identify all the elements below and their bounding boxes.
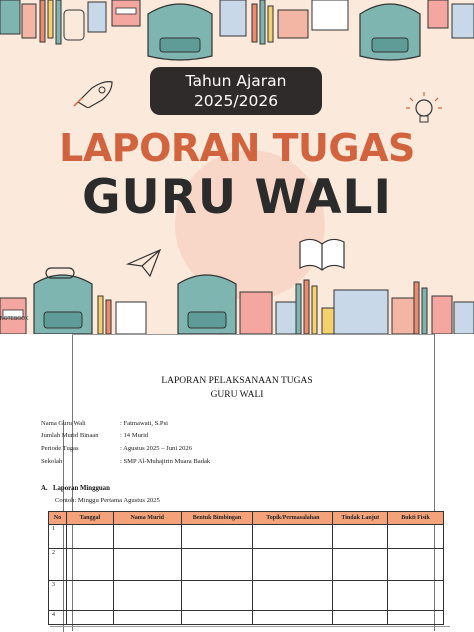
page-edge-line	[50, 626, 450, 627]
info-value: : Agustus 2025 – Juni 2026	[120, 445, 192, 452]
row-number: 4	[49, 611, 67, 625]
table-row	[49, 581, 444, 611]
school-year-value: 2025/2026	[193, 92, 279, 110]
school-supplies-bottom-illustration	[0, 262, 474, 334]
report-document	[0, 334, 474, 632]
column-header-date: Tanggal	[66, 512, 113, 525]
row-number: 3	[49, 581, 67, 611]
info-label: Sekolah	[41, 458, 63, 465]
column-header-student: Nama Murid	[113, 512, 181, 525]
school-year-badge	[150, 67, 322, 115]
school-supplies-top-illustration	[0, 0, 474, 64]
page-edge-line	[72, 334, 434, 335]
section-letter: A.	[41, 485, 48, 492]
section-title: Laporan Mingguan	[53, 485, 110, 492]
cover-subtitle: GURU WALI	[81, 170, 392, 225]
section-heading	[41, 485, 110, 492]
column-header-followup: Tindak Lanjut	[333, 512, 388, 525]
table-row	[49, 611, 444, 625]
info-value: : SMP Al-Muhajirin Muara Badak	[120, 458, 211, 465]
school-year-label: Tahun Ajaran	[185, 72, 287, 90]
report-heading-line2: GURU WALI	[210, 390, 264, 400]
table-header-row	[49, 512, 444, 525]
table-row	[49, 549, 444, 581]
column-header-topic: Topik/Permasalahan	[253, 512, 333, 525]
column-header-no: No	[49, 512, 67, 525]
info-label: Periode Tugas	[41, 445, 79, 452]
info-value: : 14 Murid	[120, 432, 149, 439]
notebook-label: NOTEBOOK	[0, 316, 29, 322]
cover-title: LAPORAN TUGAS	[59, 126, 415, 170]
column-header-guidance: Bentuk Bimbingan	[181, 512, 253, 525]
report-heading-line1: LAPORAN PELAKSANAAN TUGAS	[161, 376, 313, 386]
rocket-icon	[72, 78, 116, 108]
info-value: : Fatmawati, S.Psi	[120, 420, 168, 427]
table-row	[49, 525, 444, 549]
weekly-report-table	[48, 511, 444, 625]
row-number: 2	[49, 549, 67, 581]
info-label: Jumlah Murid Binaan	[41, 432, 99, 439]
row-number: 1	[49, 525, 67, 549]
example-caption: Contoh: Minggu Pertama Agustus 2025	[55, 497, 160, 504]
lightbulb-icon	[404, 90, 444, 130]
column-header-evidence: Bukti Fisik	[388, 512, 444, 525]
info-label: Nama Guru Wali	[41, 420, 86, 427]
